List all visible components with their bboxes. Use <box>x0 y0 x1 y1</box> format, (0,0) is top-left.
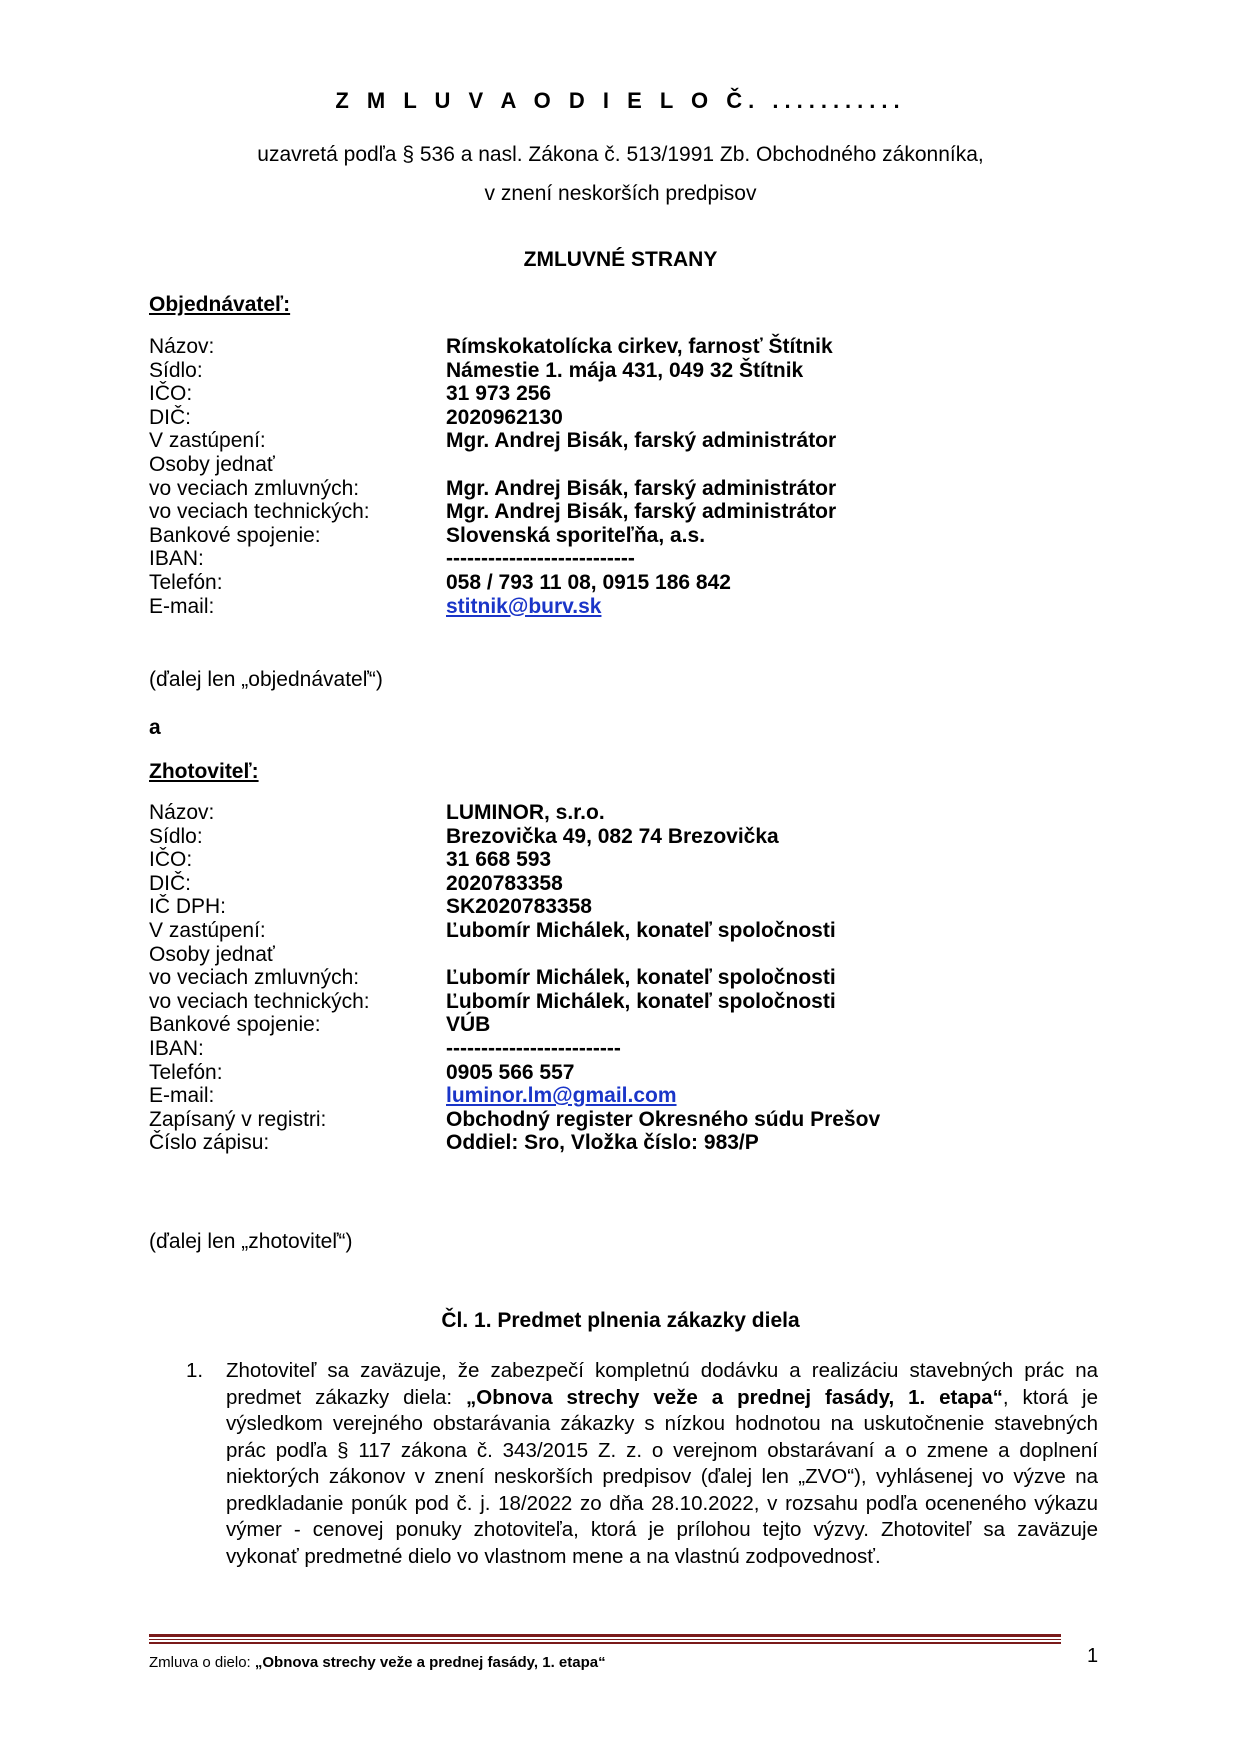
detail-row <box>149 428 1149 454</box>
detail-row <box>149 847 1149 873</box>
detail-label: V zastúpení: <box>149 919 266 942</box>
detail-row <box>149 1107 1149 1133</box>
detail-value: Rímskokatolícka cirkev, farnosť Štítnik <box>446 335 833 358</box>
article-1-title: Čl. 1. Predmet plnenia zákazky diela <box>441 1309 800 1332</box>
detail-row <box>149 989 1149 1015</box>
detail-row <box>149 894 1149 920</box>
paragraph-text-end: , ktorá je výsledkom verejného obstarávania zákazky s nízkou hodnotou na uskutočnenie stavebných prác podľa § 117 zákona č. 343/2015 Z. z. o verejnom obstarávaní a o zmene a doplnení niektorých zákonov v znení neskorších predpisov (ďalej len „ZVO“), vyhlásenej vo výzve na predkladanie ponúk pod č. j. 18/2022 zo dňa 28.10.2022, v rozsahu podľa oceneného výkazu výmer - cenovej ponuky zhotoviteľa, ktorá je prílohou tejto výzvy. Zhotoviteľ sa zaväzuje vykonať predmetné dielo vo vlastnom mene a na vlastnú zodpovednosť. <box>226 1385 1098 1568</box>
detail-label: IBAN: <box>149 1037 204 1060</box>
detail-value: Brezovička 49, 082 74 Brezovička <box>446 824 779 848</box>
email-link[interactable]: luminor.lm@gmail.com <box>446 1084 677 1108</box>
detail-label: IBAN: <box>149 547 204 571</box>
detail-label: DIČ: <box>149 405 191 429</box>
detail-label: Telefón: <box>149 571 223 594</box>
detail-row <box>149 1060 1149 1086</box>
detail-row <box>149 381 1149 407</box>
detail-row <box>149 1130 1149 1156</box>
detail-label: IČO: <box>149 382 193 406</box>
detail-value: LUMINOR, s.r.o. <box>446 801 605 824</box>
client-label: Objednávateľ: <box>149 293 291 316</box>
conjunction: a <box>149 716 161 739</box>
detail-value: 058 / 793 11 08, 0915 186 842 <box>446 571 731 594</box>
project-name: „Obnova strechy veže a prednej fasády, 1. etapa“ <box>466 1385 1003 1409</box>
detail-row <box>149 570 1149 596</box>
detail-label: E-mail: <box>149 594 215 618</box>
detail-label: Sídlo: <box>149 824 203 848</box>
detail-label: Telefón: <box>149 1060 223 1084</box>
detail-label: Sídlo: <box>149 358 203 382</box>
contractor-note: (ďalej len „zhotoviteľ“) <box>149 1230 353 1253</box>
detail-label: Bankové spojenie: <box>149 523 321 547</box>
footer-rule-thin <box>149 1639 1061 1640</box>
footer-text <box>149 1654 606 1671</box>
detail-label: V zastúpení: <box>149 429 266 453</box>
detail-value: Námestie 1. mája 431, 049 32 Štítnik <box>446 358 804 382</box>
detail-label: Názov: <box>149 801 215 824</box>
detail-value: SK2020783358 <box>446 895 592 919</box>
detail-value: Mgr. Andrej Bisák, farský administrátor <box>446 500 837 524</box>
detail-row <box>149 452 1149 478</box>
detail-label: IČO: <box>149 848 193 872</box>
detail-row <box>149 824 1149 850</box>
detail-row <box>149 546 1149 572</box>
footer-rule <box>149 1634 1061 1637</box>
detail-label: vo veciach zmluvných: <box>149 966 360 990</box>
detail-label: Osoby jednať <box>149 453 275 476</box>
detail-row <box>149 871 1149 897</box>
email-link[interactable]: stitnik@burv.sk <box>446 594 602 618</box>
detail-value: 31 668 593 <box>446 848 552 872</box>
detail-value: VÚB <box>446 1013 491 1037</box>
detail-row <box>149 1083 1149 1109</box>
detail-label: vo veciach technických: <box>149 500 370 524</box>
footer-project: „Obnova strechy veže a prednej fasády, 1. etapa“ <box>254 1654 606 1671</box>
detail-label: Bankové spojenie: <box>149 1013 321 1037</box>
client-note: (ďalej len „objednávateľ“) <box>149 668 383 691</box>
detail-row <box>149 476 1149 502</box>
detail-value: ------------------------- <box>446 1037 621 1060</box>
detail-value: Ľubomír Michálek, konateľ spoločnosti <box>446 966 836 990</box>
detail-value: Oddiel: Sro, Vložka číslo: 983/P <box>446 1131 759 1155</box>
detail-row <box>149 594 1149 620</box>
detail-value: Slovenská sporiteľňa, a.s. <box>446 523 706 547</box>
detail-row <box>149 523 1149 549</box>
subtitle-line-2: v znení neskorších predpisov <box>484 182 757 205</box>
detail-label: Osoby jednať <box>149 942 275 966</box>
detail-value: --------------------------- <box>446 547 635 571</box>
list-number: 1. <box>186 1359 204 1382</box>
detail-label: DIČ: <box>149 871 191 895</box>
detail-value: Ľubomír Michálek, konateľ spoločnosti <box>446 919 836 942</box>
detail-value: Mgr. Andrej Bisák, farský administrátor <box>446 476 837 500</box>
detail-value: 2020962130 <box>446 405 563 429</box>
detail-row <box>149 965 1149 991</box>
footer-rule-bottom <box>149 1642 1061 1644</box>
paragraph-text <box>226 1358 1098 1570</box>
subtitle-line-1: uzavretá podľa § 536 a nasl. Zákona č. 513/1991 Zb. Obchodného zákonníka, <box>257 143 984 166</box>
detail-label: vo veciach zmluvných: <box>149 476 360 500</box>
detail-label: Zapísaný v registri: <box>149 1107 327 1131</box>
detail-label: vo veciach technických: <box>149 989 370 1013</box>
paragraph-text-start: Zhotoviteľ sa zaväzuje, že zabezpečí kompletnú dodávku a realizáciu stavebných prác na predmet zákazky diela: <box>226 1359 1098 1409</box>
detail-value: Obchodný register Okresného súdu Prešov <box>446 1107 881 1131</box>
parties-heading: ZMLUVNÉ STRANY <box>523 248 718 271</box>
detail-value: Mgr. Andrej Bisák, farský administrátor <box>446 429 837 453</box>
detail-row <box>149 358 1149 384</box>
page-number: 1 <box>1087 1645 1099 1667</box>
detail-row <box>149 405 1149 431</box>
footer-prefix: Zmluva o dielo: <box>149 1654 255 1671</box>
detail-value: 0905 566 557 <box>446 1060 575 1084</box>
detail-label: Číslo zápisu: <box>149 1131 270 1155</box>
contract-title: Z M L U V A O D I E L O Č. ........... <box>335 88 906 113</box>
detail-row <box>149 942 1149 968</box>
detail-label: E-mail: <box>149 1084 215 1108</box>
contractor-label: Zhotoviteľ: <box>149 760 259 783</box>
detail-row <box>149 1036 1149 1062</box>
detail-label: Názov: <box>149 335 215 358</box>
detail-row <box>149 334 1149 360</box>
detail-value: 31 973 256 <box>446 382 552 406</box>
detail-row <box>149 918 1149 944</box>
detail-row <box>149 800 1149 826</box>
detail-value: Ľubomír Michálek, konateľ spoločnosti <box>446 989 836 1013</box>
detail-row <box>149 499 1149 525</box>
detail-value: 2020783358 <box>446 871 563 895</box>
detail-label: IČ DPH: <box>149 895 227 919</box>
detail-row <box>149 1012 1149 1038</box>
